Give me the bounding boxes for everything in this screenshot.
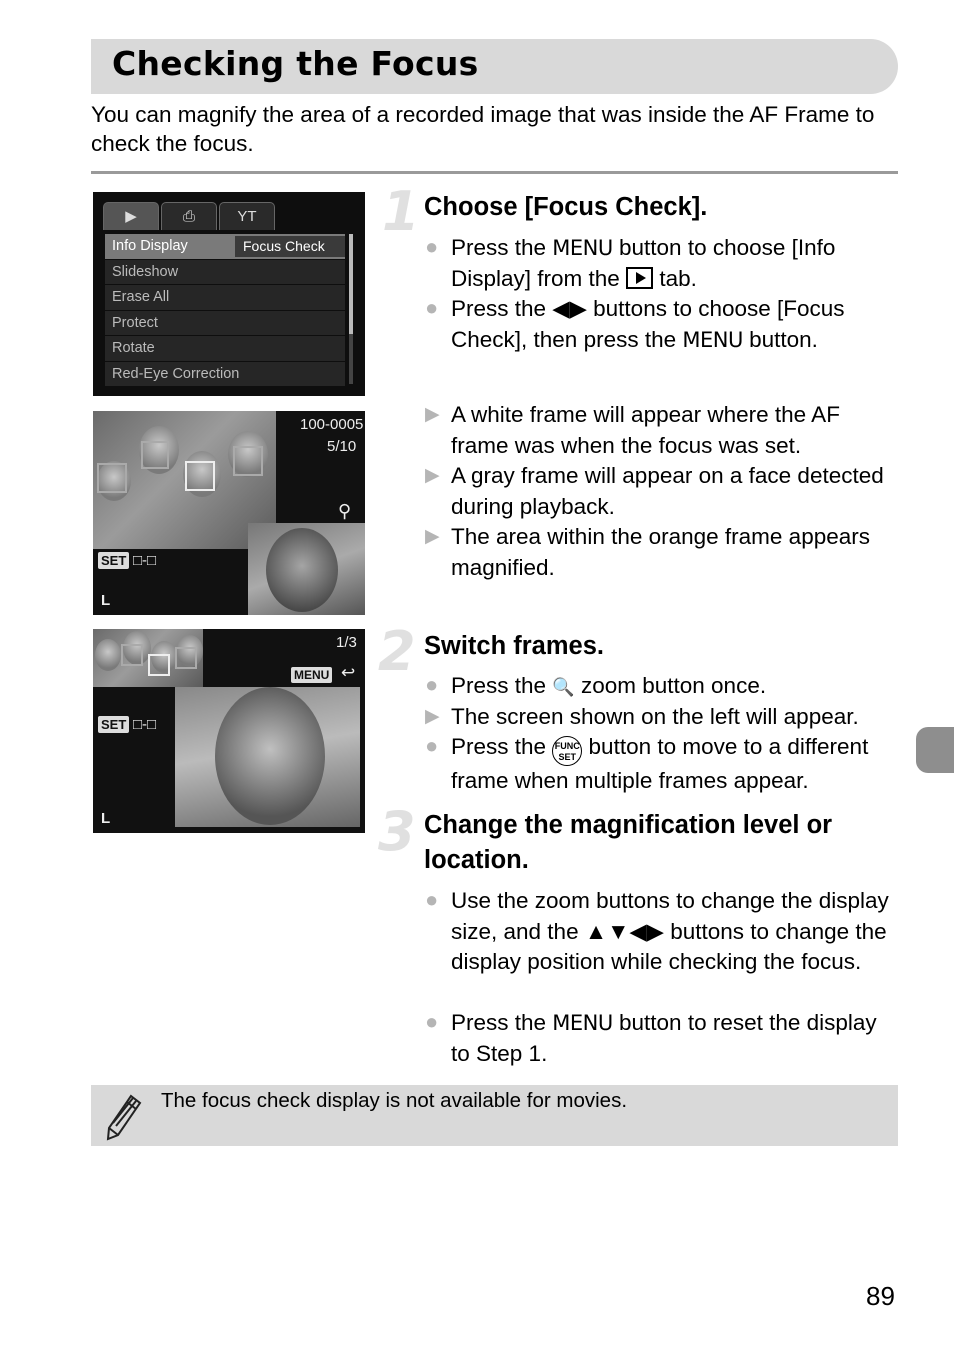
step-2-item-2: ● Press the FUNC SET button to move to a different frame when multiple frames appear.: [425, 733, 869, 793]
step-title-3: Change the magnification level or location.: [424, 811, 833, 874]
menu-button-icon: MENU: [682, 327, 743, 352]
step-1-item-2: ● Press the ◀▶ buttons to choose [Focus Check], then press the MENU button.: [425, 295, 845, 352]
face-frame: [233, 446, 263, 476]
circle-bullet-icon: ●: [425, 234, 439, 259]
face-frame: [121, 644, 143, 666]
circle-bullet-icon: ●: [425, 887, 439, 912]
menu-item-protect: Protect: [105, 311, 345, 337]
menu-button-icon: MENU: [552, 1011, 613, 1035]
menu-item-slideshow: Slideshow: [105, 260, 345, 286]
circle-bullet-icon: ●: [425, 295, 439, 320]
menu-scrollbar: [349, 234, 353, 384]
frame-count: 1/3: [336, 634, 357, 651]
pencil-icon: [105, 1093, 143, 1141]
face-frame: [141, 441, 169, 469]
image-count: 5/10: [327, 438, 357, 455]
step-title-2: Switch frames.: [424, 632, 604, 660]
frame-switch-icon: □-□: [133, 716, 157, 733]
menu-tabs: [103, 202, 277, 230]
triangle-bullet-icon: ▶: [425, 465, 440, 486]
step-3-item-2: ● Press the MENU button to reset the display to Step 1.: [425, 1009, 877, 1066]
menu-item-info-display: Info Display Focus Check: [105, 234, 345, 260]
triangle-bullet-icon: ▶: [425, 706, 440, 727]
direction-buttons-icon: ▲▼◀▶: [584, 918, 664, 944]
circle-bullet-icon: ●: [425, 733, 439, 758]
chapter-tab: [916, 727, 954, 773]
set-badge: SET: [98, 716, 129, 733]
menu-item-rotate: Rotate: [105, 336, 345, 362]
circle-bullet-icon: ●: [425, 1009, 439, 1034]
af-frame: [185, 461, 215, 491]
af-frame: [148, 654, 170, 676]
magnified-screenshot: [93, 629, 365, 833]
page-number: 89: [866, 1281, 895, 1311]
step-2-item-1: ● Press the 🔍 zoom button once.: [425, 671, 900, 703]
menu-list: [105, 234, 345, 387]
left-right-buttons-icon: ◀▶: [552, 296, 587, 321]
set-badge: SET: [98, 552, 129, 569]
magnified-face: [248, 523, 365, 615]
title-bar: [91, 39, 898, 94]
face-frame: [175, 647, 197, 669]
step-1-result-1: ▶ A white frame will appear where the AF frame was when the focus was set.: [425, 402, 840, 458]
step-1-result-2: ▶ A gray frame will appear on a face detected during playback.: [425, 463, 884, 519]
frame-switch-icon: □-□: [133, 552, 157, 569]
menu-item-erase-all: Erase All: [105, 285, 345, 311]
menu-screenshot: [93, 192, 365, 396]
triangle-bullet-icon: ▶: [425, 526, 440, 547]
file-number: 100-0005: [300, 416, 364, 433]
step-3-item-1: ● Use the zoom buttons to change the display size, and the ▲▼◀▶ buttons to change the display position while checking the focus.: [425, 887, 889, 974]
note-text: The focus check display is not available for movies.: [161, 1089, 628, 1112]
size-icon: L: [101, 810, 111, 827]
step-title-1: Choose [Focus Check].: [424, 193, 708, 221]
step-2-result-1: ▶ The screen shown on the left will appear.: [425, 702, 900, 733]
menu-badge: MENU: [291, 667, 332, 683]
return-icon: ↩: [341, 663, 356, 682]
playback-tab-icon: [626, 267, 653, 289]
size-icon: L: [101, 592, 111, 609]
divider: [91, 171, 898, 174]
step-1-item-1: ● Press the MENU button to choose [Info Display] from the tab.: [425, 234, 836, 291]
step-number-3: 3: [378, 800, 416, 863]
step-number-2: 2: [378, 620, 416, 683]
magnified-view: [175, 687, 360, 827]
playback-screenshot: [93, 411, 365, 615]
triangle-bullet-icon: ▶: [425, 404, 440, 425]
step-number-1: 1: [382, 180, 420, 243]
menu-item-red-eye: Red-Eye Correction: [105, 362, 345, 388]
zoom-icon: ⚲: [338, 501, 352, 521]
func-set-button-icon: FUNC SET: [552, 736, 582, 766]
photo-thumbnail: [93, 629, 203, 687]
menu-value: Focus Check: [235, 236, 345, 257]
tab-print: ⎙: [161, 202, 217, 230]
step-1-result-3: ▶ The area within the orange frame appears magnified.: [425, 524, 870, 580]
note-box: [91, 1085, 898, 1146]
tab-playback: ▶: [103, 202, 159, 230]
zoom-icon: 🔍: [552, 677, 575, 697]
intro-text: You can magnify the area of a recorded image that was inside the AF Frame to check the focus.: [91, 102, 875, 156]
menu-button-icon: MENU: [552, 236, 613, 260]
face-frame: [97, 463, 127, 493]
tab-settings: YT: [219, 202, 275, 230]
circle-bullet-icon: ●: [425, 672, 439, 697]
page-title: Checking the Focus: [112, 44, 479, 83]
